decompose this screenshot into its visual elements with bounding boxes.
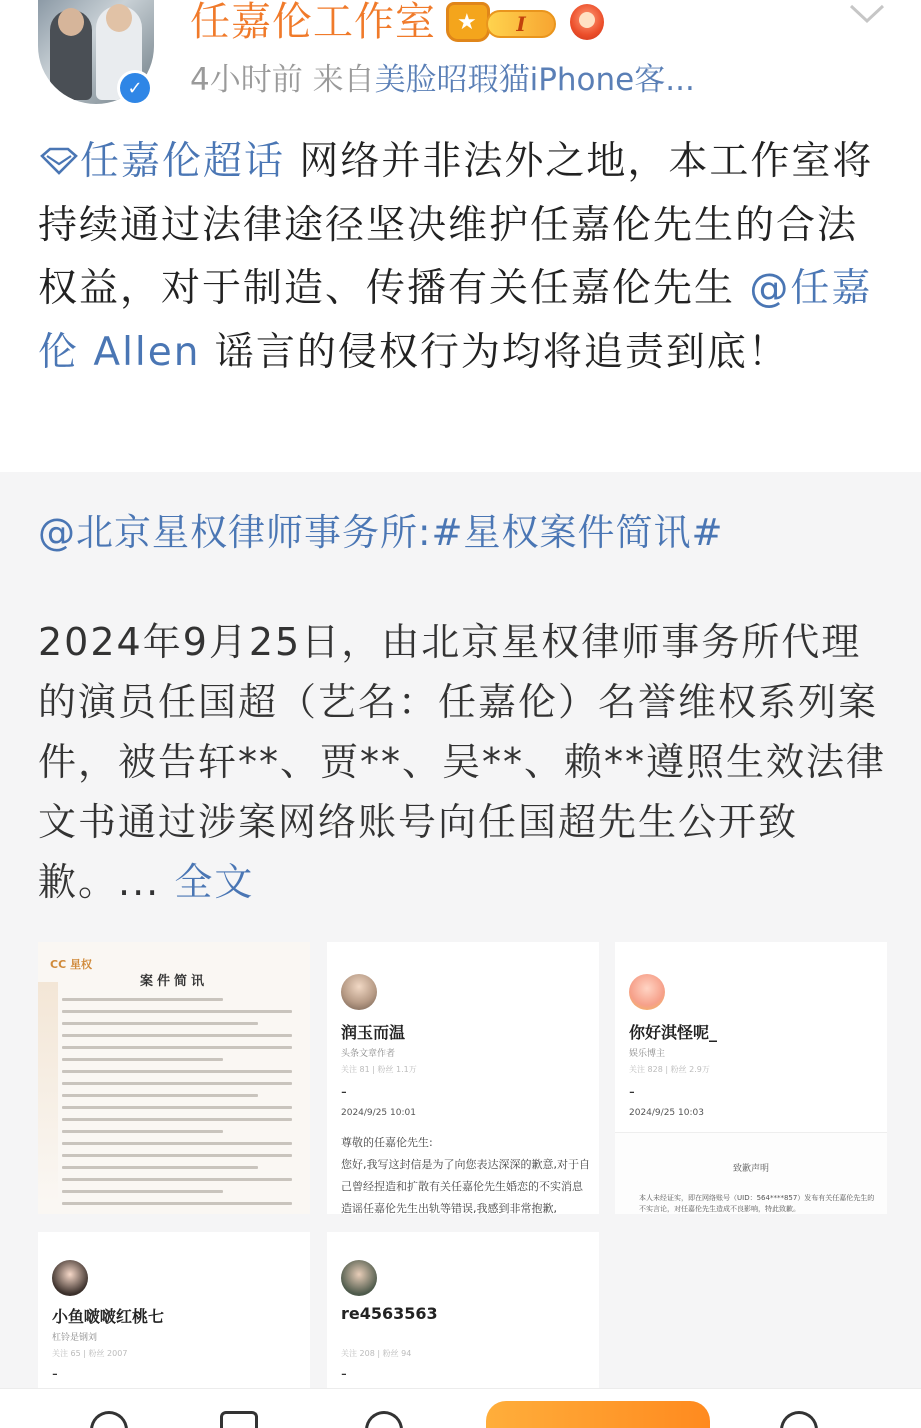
- vip-crown-badge[interactable]: [446, 2, 556, 42]
- doc-body-lines: [62, 998, 292, 1214]
- card-user-role: 杠铃是钢刘: [52, 1333, 98, 1343]
- from-label: 来自: [312, 62, 375, 98]
- card-user-role: 娱乐博主: [629, 1049, 666, 1059]
- share-icon[interactable]: [90, 1411, 128, 1428]
- card-dash: -: [629, 1082, 635, 1101]
- avatar-head-right: [106, 4, 132, 32]
- post-text-part2: 谣言的侵权行为均将追责到底！: [200, 329, 789, 375]
- card-user-name: 润玉而温: [341, 1023, 406, 1042]
- apology-letter-photo: [615, 1132, 887, 1214]
- avatar: [341, 974, 377, 1010]
- supertopic-link[interactable]: 任嘉伦超话: [38, 139, 285, 184]
- post-time: 4小时前: [190, 62, 303, 98]
- medal-icon[interactable]: [570, 4, 604, 40]
- verified-badge-icon: ✓: [117, 70, 153, 106]
- crown-icon: [446, 2, 490, 42]
- card-user-name: 你好淇怪呢_: [629, 1023, 718, 1042]
- comment-icon[interactable]: [220, 1411, 258, 1428]
- chevron-down-icon[interactable]: [848, 2, 886, 26]
- card-dash: -: [341, 1364, 347, 1383]
- card-user-stats: 关注 828 | 粉丝 2.9万: [629, 1065, 710, 1074]
- post-meta: [190, 62, 695, 98]
- card-dash: -: [341, 1082, 347, 1101]
- full-text-link[interactable]: 全文: [174, 860, 255, 904]
- repost-block[interactable]: [0, 472, 921, 1388]
- card-user-stats: 关注 208 | 粉丝 94: [341, 1349, 412, 1358]
- card-user-name: 小鱼啵啵红桃七: [52, 1307, 165, 1326]
- image-thumbnail-apology-3[interactable]: [38, 1232, 310, 1388]
- doc-watermark: [38, 982, 58, 1202]
- post-text: [38, 130, 898, 384]
- author-name[interactable]: 任嘉伦工作室: [190, 0, 436, 45]
- card-date: 2024/9/25 10:03: [629, 1108, 704, 1118]
- image-thumbnail-apology-2[interactable]: [615, 942, 887, 1214]
- card-user-role: 头条文章作者: [341, 1049, 396, 1059]
- card-body: 尊敬的任嘉伦先生: 您好,我写这封信是为了向您表达深深的歉意,对于自己曾经捏造和扩散有关任嘉伦先生婚恋的不实消息造谣任嘉伦先生出轨等错误,我感到非常抱歉,: [341, 1136, 590, 1214]
- mention-link[interactable]: @任嘉伦 Allen: [38, 266, 873, 375]
- like-icon[interactable]: [365, 1411, 403, 1428]
- post-source[interactable]: 美脸昭瑕猫iPhone客...: [374, 62, 695, 98]
- image-thumbnail-apology-1[interactable]: [327, 942, 599, 1214]
- more-icon[interactable]: [780, 1411, 818, 1428]
- letter-title: 致歉声明: [732, 1164, 769, 1174]
- avatar: [629, 974, 665, 1010]
- image-thumbnail-document[interactable]: [38, 942, 310, 1214]
- card-user-stats: 关注 81 | 粉丝 1.1万: [341, 1065, 417, 1074]
- post-header: [0, 0, 921, 120]
- repost-author-link[interactable]: @北京星权律师事务所:#星权案件简讯#: [38, 511, 724, 554]
- level-badge: I: [486, 10, 556, 38]
- avatar: [341, 1260, 377, 1296]
- doc-logo: CC 星权: [50, 958, 92, 971]
- repost-text: 2024年9月25日，由北京星权律师事务所代理的演员任国超（艺名：任嘉伦）名誉维权系列案件，被告轩**、贾**、吴**、赖**遵照生效法律文书通过涉案网络账号向任国超先生公开致歉。... 全文: [38, 620, 887, 904]
- card-user-name: re4563563: [341, 1304, 438, 1323]
- card-date: 2024/9/25 10:01: [341, 1108, 416, 1118]
- avatar-head-left: [58, 8, 84, 36]
- diamond-icon: [38, 146, 80, 176]
- bottom-action-bar: [0, 1388, 921, 1428]
- letter-body: 本人未经证实，即在网络账号（UID：564****857）发布有关任嘉伦先生的不实言论，对任嘉伦先生造成不良影响，特此致歉。: [639, 1194, 875, 1213]
- doc-title: 案件简讯: [139, 974, 208, 989]
- card-user-stats: 关注 65 | 粉丝 2007: [52, 1349, 128, 1358]
- post-text-part1: 网络并非法外之地，本工作室将持续通过法律途径坚决维护任嘉伦先生的合法权益，对于制造、传播有关任嘉伦先生: [38, 139, 874, 311]
- avatar: [52, 1260, 88, 1296]
- primary-action-button[interactable]: [486, 1401, 710, 1428]
- card-dash: -: [52, 1364, 58, 1383]
- image-thumbnail-apology-4[interactable]: [327, 1232, 599, 1388]
